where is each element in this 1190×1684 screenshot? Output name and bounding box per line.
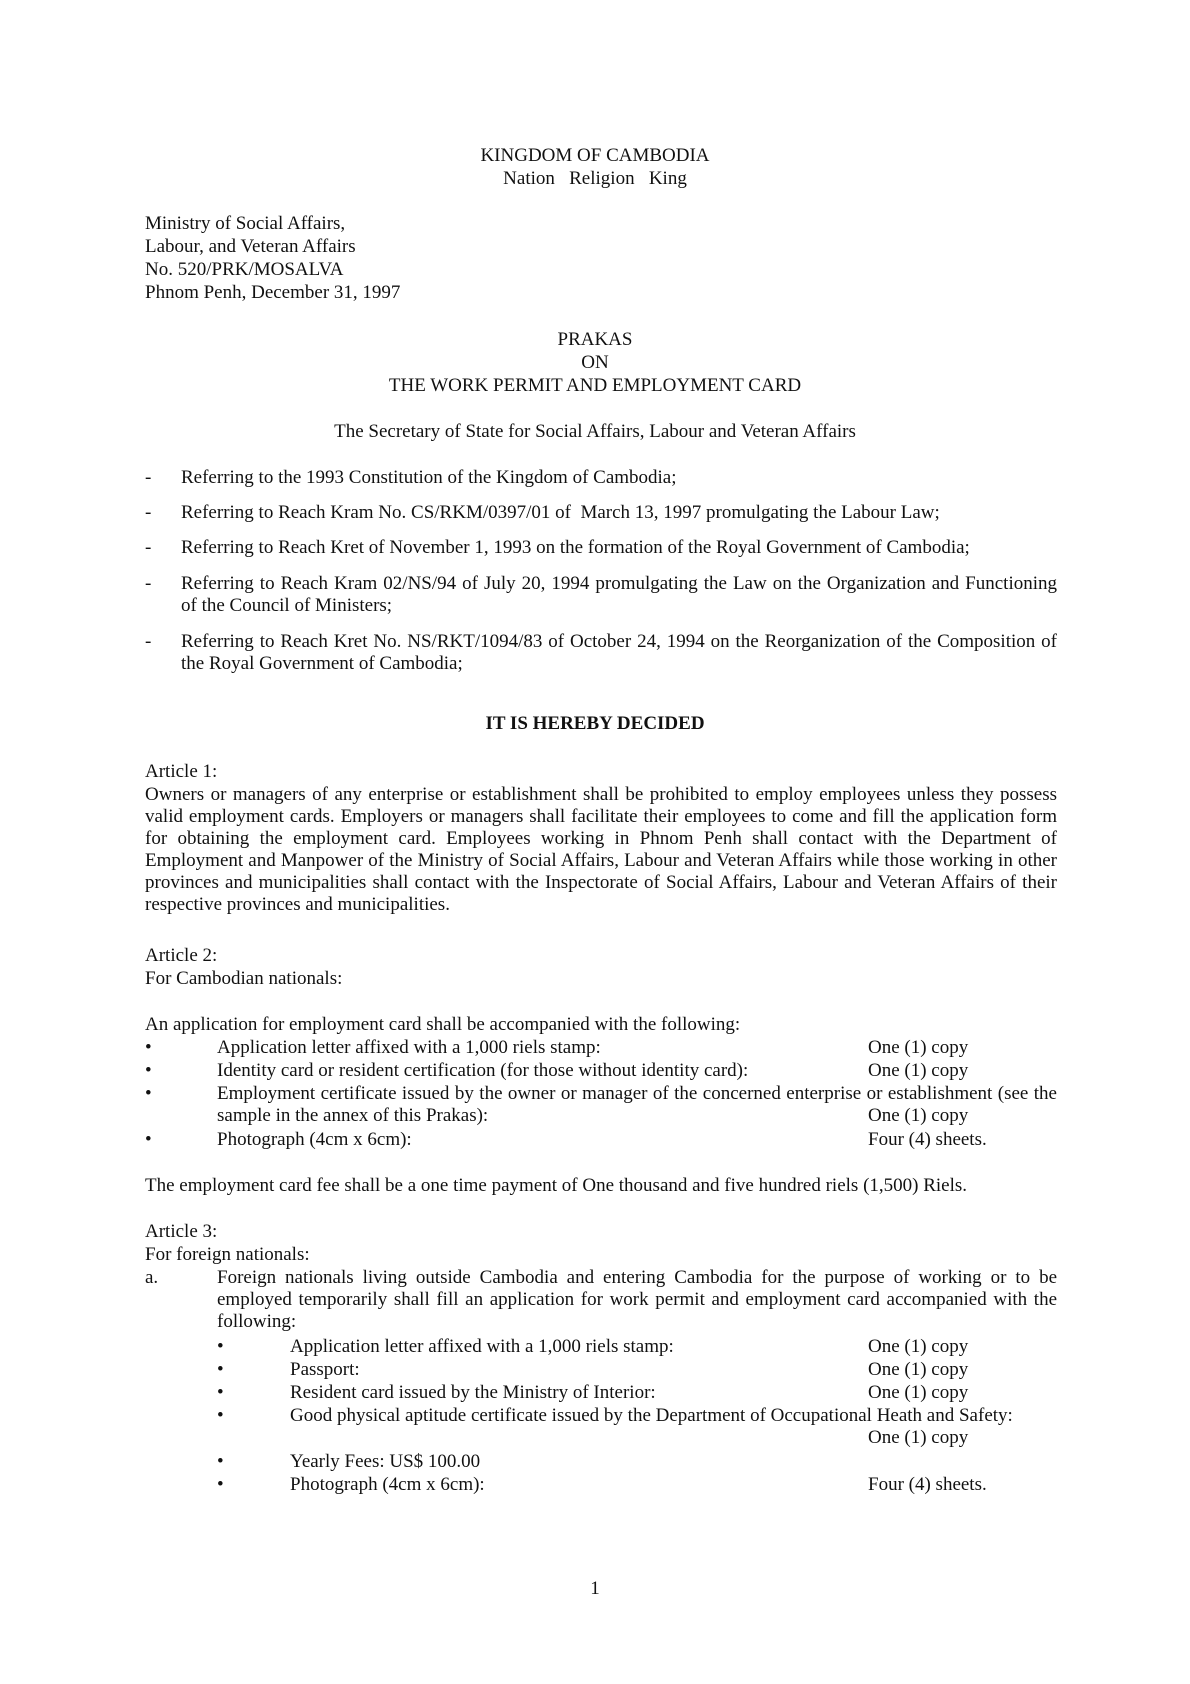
requirement-row — [145, 1083, 1057, 1127]
bullet-marker: • — [145, 1037, 152, 1058]
bullet-marker: • — [217, 1405, 224, 1426]
requirement-amount: One (1) copy — [868, 1060, 969, 1081]
article-3-heading: Article 3: — [145, 1221, 218, 1242]
article-2-heading: Article 2: — [145, 945, 218, 966]
requirement-amount: One (1) copy — [868, 1336, 969, 1357]
requirement-label: Resident card issued by the Ministry of Interior: — [290, 1382, 656, 1403]
requirement-amount: One (1) copy — [868, 1382, 969, 1403]
requirement-amount: One (1) copy — [868, 1105, 969, 1126]
article-2-subheading: For Cambodian nationals: — [145, 968, 343, 989]
dash-marker: - — [145, 537, 152, 558]
requirement-label: Identity card or resident certification (for those without identity card): — [217, 1060, 749, 1081]
bullet-marker: • — [217, 1382, 224, 1403]
article-1-body: Owners or managers of any enterprise or establishment shall be prohibited to employ employees unless they possess valid employment cards. Employers or managers shall facilitate their employees to come and fill the application form for obtaining the employment card. Employees working in Phnom Penh shall contact with the Department of Employment and Manpower of the Ministry of Social Affairs, Labour and Veteran Affairs while those working in other provinces and municipalities shall contact with the Inspectorate of Social Affairs, Labour and Veteran Affairs of their respective provinces and municipalities. — [145, 784, 1057, 915]
requirement-amount: One (1) copy — [868, 1037, 969, 1058]
article-3-subheading: For foreign nationals: — [145, 1244, 310, 1265]
reference-item — [145, 467, 1057, 489]
reference-item — [145, 502, 1057, 524]
item-marker: a. — [145, 1267, 159, 1288]
bullet-marker: • — [145, 1060, 152, 1081]
requirement-label: Application letter affixed with a 1,000 riels stamp: — [217, 1037, 601, 1058]
requirement-label: Photograph (4cm x 6cm): — [290, 1474, 485, 1495]
reference-text: Referring to the 1993 Constitution of the Kingdom of Cambodia; — [181, 467, 677, 488]
dash-marker: - — [145, 502, 152, 523]
requirement-label: Yearly Fees: US$ 100.00 — [290, 1451, 481, 1472]
requirement-label: Photograph (4cm x 6cm): — [217, 1129, 412, 1150]
article-2-fee: The employment card fee shall be a one time payment of One thousand and five hundred riels (1,500) Riels. — [145, 1175, 968, 1196]
requirement-amount: One (1) copy — [868, 1427, 969, 1448]
motto: Nation Religion King — [503, 168, 687, 189]
article-2-intro: An application for employment card shall be accompanied with the following: — [145, 1014, 741, 1035]
reference-text: Referring to Reach Kret of November 1, 1993 on the formation of the Royal Government of Cambodia; — [181, 537, 970, 558]
requirement-row — [145, 1037, 1057, 1059]
requirement-label: Good physical aptitude certificate issued by the Department of Occupational Heath and Safety: — [290, 1405, 1013, 1426]
foreign-requirement-row — [145, 1474, 1057, 1496]
bullet-marker: • — [217, 1451, 224, 1472]
title-prakas: PRAKAS — [557, 329, 633, 350]
dash-marker: - — [145, 631, 152, 652]
requirement-label: Passport: — [290, 1359, 360, 1380]
bullet-marker: • — [145, 1129, 152, 1150]
article-3-item-a — [145, 1267, 1057, 1333]
article-1-heading: Article 1: — [145, 761, 218, 782]
dash-marker: - — [145, 573, 152, 594]
page-number: 1 — [590, 1578, 600, 1599]
kingdom-heading: KINGDOM OF CAMBODIA — [480, 145, 710, 166]
place-date: Phnom Penh, December 31, 1997 — [145, 282, 401, 303]
requirement-row — [145, 1129, 1057, 1151]
dash-marker: - — [145, 467, 152, 488]
requirement-amount: One (1) copy — [868, 1359, 969, 1380]
reference-text: Referring to Reach Kret No. NS/RKT/1094/83 of October 24, 1994 on the Reorganization of the Composition of the Royal Government of Cambodia; — [181, 631, 1057, 674]
reference-item — [145, 573, 1057, 617]
item-a-text: Foreign nationals living outside Cambodia and entering Cambodia for the purpose of working or to be employed temporarily shall fill an application for work permit and employment card accompanied with the following: — [217, 1267, 1057, 1332]
bullet-marker: • — [217, 1359, 224, 1380]
reference-item — [145, 537, 1057, 559]
title-on: ON — [581, 352, 609, 373]
requirement-row — [145, 1060, 1057, 1082]
bullet-marker: • — [217, 1336, 224, 1357]
bullet-marker: • — [145, 1083, 152, 1104]
reference-item — [145, 631, 1057, 675]
foreign-requirement-row — [145, 1359, 1057, 1381]
foreign-requirement-row — [145, 1451, 1057, 1473]
reference-text: Referring to Reach Kram 02/NS/94 of July 20, 1994 promulgating the Law on the Organization and Functioning of the Council of Ministers; — [181, 573, 1057, 616]
foreign-requirement-row — [145, 1405, 1057, 1448]
ministry-line-2: Labour, and Veteran Affairs — [145, 236, 356, 257]
decided-heading: IT IS HEREBY DECIDED — [485, 713, 705, 734]
requirement-label: Application letter affixed with a 1,000 riels stamp: — [290, 1336, 674, 1357]
foreign-requirement-row — [145, 1382, 1057, 1404]
document-number: No. 520/PRK/MOSALVA — [145, 259, 344, 280]
reference-text: Referring to Reach Kram No. CS/RKM/0397/01 of March 13, 1997 promulgating the Labour Law; — [181, 502, 940, 523]
ministry-line-1: Ministry of Social Affairs, — [145, 213, 346, 234]
requirement-amount: Four (4) sheets. — [868, 1474, 987, 1495]
bullet-marker: • — [217, 1474, 224, 1495]
requirement-amount: Four (4) sheets. — [868, 1129, 987, 1150]
requirement-label: Employment certificate issued by the owner or manager of the concerned enterprise or establishment (see the sample in the annex of this Prakas): — [217, 1083, 1057, 1126]
foreign-requirement-row — [145, 1336, 1057, 1358]
title-subject: THE WORK PERMIT AND EMPLOYMENT CARD — [388, 375, 802, 396]
authority-line: The Secretary of State for Social Affairs, Labour and Veteran Affairs — [334, 421, 856, 442]
